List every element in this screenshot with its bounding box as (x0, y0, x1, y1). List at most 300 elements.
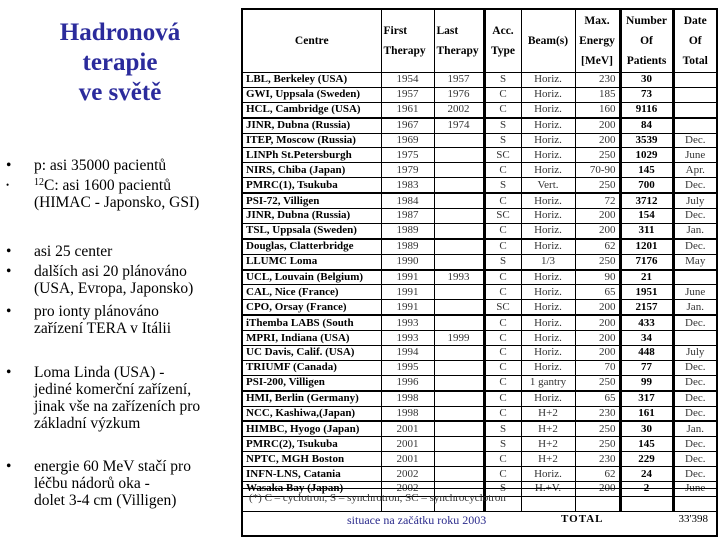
centre-cell: iThemba LABS (South (243, 315, 381, 330)
acc-type-cell: S (484, 437, 521, 452)
centre-cell: UCL, Louvain (Belgium) (243, 270, 381, 285)
bullet-text: Loma Linda (USA) - (34, 364, 165, 381)
patients-cell: 145 (620, 437, 673, 452)
last-therapy-cell (434, 133, 484, 148)
bullet-item (4, 364, 236, 432)
patients-cell: 7176 (620, 254, 673, 269)
bullet-text: základní výzkum (34, 415, 141, 432)
table-row (243, 300, 716, 315)
left-panel (0, 0, 240, 540)
patients-cell: 1201 (620, 239, 673, 254)
date-cell: Dec. (673, 406, 716, 421)
col-header-acc-type: Acc. Type (484, 10, 521, 73)
date-cell: Jan. (673, 300, 716, 315)
beam-cell: Horiz. (521, 148, 575, 163)
last-therapy-cell (434, 346, 484, 361)
first-therapy-cell: 1979 (381, 163, 434, 178)
centre-cell: GWI, Uppsala (Sweden) (243, 87, 381, 102)
acc-type-cell: C (484, 270, 521, 285)
patients-cell: 73 (620, 87, 673, 102)
last-therapy-cell (434, 178, 484, 193)
bullet-text: jediné komerční zařízení, (34, 381, 192, 398)
col-header-date: Date Of Total (673, 10, 716, 73)
beam-cell: Horiz. (521, 193, 575, 208)
acc-type-cell: C (484, 315, 521, 330)
max-energy-cell: 200 (575, 315, 620, 330)
last-therapy-cell (434, 315, 484, 330)
accelerator-type-footnote: (*) C – cyclotron, S – synchrotron, SC – synchrocyclotron (249, 492, 506, 504)
centre-cell: NIRS, Chiba (Japan) (243, 163, 381, 178)
patients-cell: 84 (620, 118, 673, 133)
patients-cell: 1029 (620, 148, 673, 163)
last-therapy-cell (434, 437, 484, 452)
table-row (243, 178, 716, 193)
centre-cell: LBL, Berkeley (USA) (243, 73, 381, 88)
title-line: Hadronová (59, 19, 181, 46)
date-cell (673, 73, 716, 88)
date-cell: July (673, 193, 716, 208)
patients-cell: 77 (620, 360, 673, 375)
date-cell: Dec. (673, 315, 716, 330)
first-therapy-cell: 1983 (381, 178, 434, 193)
centre-cell: Wasaka Bay (Japan) (243, 482, 381, 497)
max-energy-cell: 250 (575, 421, 620, 436)
situation-note: situace na začátku roku 2003 (347, 513, 487, 527)
patients-cell: 700 (620, 178, 673, 193)
centre-cell: LLUMC Loma (243, 254, 381, 269)
acc-type-cell: S (484, 73, 521, 88)
first-therapy-cell: 2002 (381, 467, 434, 482)
acc-type-cell: C (484, 163, 521, 178)
bullet-icon: • (6, 364, 12, 381)
bullet-item (4, 303, 236, 337)
bullet-text: energie 60 MeV stačí pro (34, 458, 191, 475)
first-therapy-cell: 1961 (381, 102, 434, 117)
patients-cell: 3539 (620, 133, 673, 148)
date-cell: Dec. (673, 452, 716, 467)
acc-type-cell: S (484, 178, 521, 193)
first-therapy-cell: 2001 (381, 421, 434, 436)
first-therapy-cell: 1989 (381, 223, 434, 238)
centre-cell: INFN-LNS, Catania (243, 467, 381, 482)
last-therapy-cell (434, 209, 484, 224)
date-cell: Apr. (673, 163, 716, 178)
table-body (243, 73, 716, 512)
patients-cell: 229 (620, 452, 673, 467)
slide-title (0, 18, 240, 108)
centre-cell: CAL, Nice (France) (243, 285, 381, 300)
table-row (243, 346, 716, 361)
beam-cell: Horiz. (521, 315, 575, 330)
date-cell (673, 270, 716, 285)
patients-cell: 34 (620, 331, 673, 346)
table-row (243, 254, 716, 269)
last-therapy-cell (434, 360, 484, 375)
date-cell: June (673, 482, 716, 497)
bullet-item (4, 243, 236, 260)
title-line: ve světě (78, 79, 162, 106)
beam-cell: 1 gantry (521, 375, 575, 390)
max-energy-cell: 70 (575, 360, 620, 375)
table-row (243, 452, 716, 467)
beam-cell: Horiz. (521, 467, 575, 482)
first-therapy-cell: 2002 (381, 482, 434, 497)
first-therapy-cell: 1991 (381, 285, 434, 300)
table-row (243, 209, 716, 224)
date-cell (673, 331, 716, 346)
table-header-row (243, 10, 716, 73)
last-therapy-cell: 1957 (434, 73, 484, 88)
centre-cell: HMI, Berlin (Germany) (243, 391, 381, 406)
table-row (243, 73, 716, 88)
beam-cell: Horiz. (521, 331, 575, 346)
date-cell: May (673, 254, 716, 269)
beam-cell: Horiz. (521, 118, 575, 133)
acc-type-cell: S (484, 421, 521, 436)
beam-cell: Horiz. (521, 346, 575, 361)
last-therapy-cell (434, 391, 484, 406)
table-row (243, 87, 716, 102)
table-row (243, 239, 716, 254)
max-energy-cell: 65 (575, 391, 620, 406)
acc-type-cell: C (484, 391, 521, 406)
beam-cell: Horiz. (521, 87, 575, 102)
table-row (243, 437, 716, 452)
date-cell: July (673, 346, 716, 361)
bullet-icon: • (6, 303, 12, 320)
last-therapy-cell (434, 193, 484, 208)
centre-cell: HCL, Cambridge (USA) (243, 102, 381, 117)
max-energy-cell: 160 (575, 102, 620, 117)
last-therapy-cell (434, 285, 484, 300)
patients-cell: 2157 (620, 300, 673, 315)
table-row (243, 163, 716, 178)
max-energy-cell: 200 (575, 331, 620, 346)
bullet-text: C: asi 1600 pacientů (44, 177, 171, 194)
date-cell: Dec. (673, 391, 716, 406)
last-therapy-cell (434, 254, 484, 269)
beam-cell: 1/3 (521, 254, 575, 269)
last-therapy-cell (434, 163, 484, 178)
table-row (243, 315, 716, 330)
bullet-icon: • (6, 243, 12, 260)
patients-cell: 145 (620, 163, 673, 178)
table-row (243, 391, 716, 406)
max-energy-cell: 200 (575, 133, 620, 148)
acc-type-cell: C (484, 375, 521, 390)
first-therapy-cell: 1967 (381, 118, 434, 133)
last-therapy-cell: 1993 (434, 270, 484, 285)
bullet-text: (USA, Evropa, Japonsko) (34, 280, 194, 297)
date-cell: Dec. (673, 178, 716, 193)
last-therapy-cell (434, 452, 484, 467)
max-energy-cell: 72 (575, 193, 620, 208)
date-cell: June (673, 285, 716, 300)
bullet-icon: • (6, 263, 12, 280)
first-therapy-cell: 1990 (381, 254, 434, 269)
centre-cell: TRIUMF (Canada) (243, 360, 381, 375)
acc-type-cell: C (484, 223, 521, 238)
centre-cell: CPO, Orsay (France) (243, 300, 381, 315)
first-therapy-cell: 1975 (381, 148, 434, 163)
patients-cell: 3712 (620, 193, 673, 208)
first-therapy-cell: 1994 (381, 346, 434, 361)
centres-table (243, 10, 716, 512)
max-energy-cell: 230 (575, 406, 620, 421)
beam-cell: Horiz. (521, 133, 575, 148)
centre-cell: LINPh St.Petersburgh (243, 148, 381, 163)
bullet-text: jinak vše na zařízeních pro (34, 398, 201, 415)
centre-cell: NCC, Kashiwa,(Japan) (243, 406, 381, 421)
patients-cell: 24 (620, 467, 673, 482)
last-therapy-cell (434, 223, 484, 238)
patients-cell: 448 (620, 346, 673, 361)
table-row (243, 148, 716, 163)
max-energy-cell: 250 (575, 178, 620, 193)
bullet-text: zařízení TERA v Itálii (34, 320, 172, 337)
col-header-max-energy: Max. Energy [MeV] (575, 10, 620, 73)
beam-cell: Vert. (521, 178, 575, 193)
last-therapy-cell: 1999 (434, 331, 484, 346)
last-therapy-cell (434, 239, 484, 254)
max-energy-cell: 230 (575, 73, 620, 88)
max-energy-cell: 200 (575, 300, 620, 315)
table-row (243, 118, 716, 133)
centre-cell: NPTC, MGH Boston (243, 452, 381, 467)
beam-cell: H+2 (521, 452, 575, 467)
centre-cell: PSI-200, Villigen (243, 375, 381, 390)
beam-cell: Horiz. (521, 239, 575, 254)
bullet-text: dalších asi 20 plánováno (34, 263, 187, 280)
beam-cell: Horiz. (521, 360, 575, 375)
bullet-icon: • (6, 458, 12, 475)
max-energy-cell: 200 (575, 209, 620, 224)
patients-cell: 21 (620, 270, 673, 285)
bullet-icon: • (6, 180, 10, 190)
first-therapy-cell: 1993 (381, 331, 434, 346)
max-energy-cell: 185 (575, 87, 620, 102)
acc-type-cell: C (484, 193, 521, 208)
patients-cell: 30 (620, 73, 673, 88)
acc-type-cell: C (484, 239, 521, 254)
beam-cell: H+2 (521, 406, 575, 421)
col-header-patients: Number Of Patients (620, 10, 673, 73)
last-therapy-cell: 1974 (434, 118, 484, 133)
date-cell: Dec. (673, 375, 716, 390)
acc-type-cell: C (484, 87, 521, 102)
patients-cell: 9116 (620, 102, 673, 117)
first-therapy-cell: 1995 (381, 360, 434, 375)
bullet-item (4, 263, 236, 297)
acc-type-cell: C (484, 452, 521, 467)
centre-cell: HIMBC, Hyogo (Japan) (243, 421, 381, 436)
col-header-beams: Beam(s) (521, 10, 575, 73)
beam-cell: H+2 (521, 421, 575, 436)
beam-cell: Horiz. (521, 270, 575, 285)
max-energy-cell: 62 (575, 239, 620, 254)
first-therapy-cell: 1957 (381, 87, 434, 102)
hadron-therapy-centres-table (241, 8, 718, 537)
beam-cell: Horiz. (521, 102, 575, 117)
last-therapy-cell (434, 406, 484, 421)
col-header-centre: Centre (243, 10, 381, 73)
centre-cell: PMRC(2), Tsukuba (243, 437, 381, 452)
table-row (243, 270, 716, 285)
acc-type-cell: SC (484, 209, 521, 224)
max-energy-cell: 70-90 (575, 163, 620, 178)
max-energy-cell: 90 (575, 270, 620, 285)
max-energy-cell: 230 (575, 452, 620, 467)
acc-type-cell: S (484, 482, 521, 497)
bullet-item (4, 177, 236, 211)
acc-type-cell: C (484, 331, 521, 346)
date-cell: Dec. (673, 360, 716, 375)
beam-cell: H.+V. (521, 482, 575, 497)
patients-cell: 317 (620, 391, 673, 406)
date-cell (673, 118, 716, 133)
table-row (243, 360, 716, 375)
beam-cell: Horiz. (521, 209, 575, 224)
beam-cell: Horiz. (521, 73, 575, 88)
col-header-first-therapy: First Therapy (381, 10, 434, 73)
max-energy-cell: 200 (575, 118, 620, 133)
table-row (243, 223, 716, 238)
patients-cell: 2 (620, 482, 673, 497)
first-therapy-cell: 1987 (381, 209, 434, 224)
first-therapy-cell: 2001 (381, 452, 434, 467)
max-energy-cell: 250 (575, 437, 620, 452)
acc-type-cell: C (484, 102, 521, 117)
first-therapy-cell: 1991 (381, 300, 434, 315)
centre-cell: MPRI, Indiana (USA) (243, 331, 381, 346)
max-energy-cell: 200 (575, 346, 620, 361)
date-cell (673, 102, 716, 117)
acc-type-cell: SC (484, 148, 521, 163)
centre-cell: JINR, Dubna (Russia) (243, 209, 381, 224)
patients-cell: 1951 (620, 285, 673, 300)
first-therapy-cell: 1984 (381, 193, 434, 208)
bullet-text: p: asi 35000 pacientů (34, 157, 167, 174)
last-therapy-cell (434, 375, 484, 390)
table-row (243, 406, 716, 421)
beam-cell: Horiz. (521, 223, 575, 238)
first-therapy-cell: 1996 (381, 375, 434, 390)
acc-type-cell: C (484, 285, 521, 300)
title-line: terapie (82, 49, 158, 76)
max-energy-cell: 200 (575, 223, 620, 238)
total-value: 33'398 (678, 513, 708, 525)
date-cell: Dec. (673, 239, 716, 254)
bullet-text: léčbu nádorů oka - (34, 475, 150, 492)
date-cell: Dec. (673, 467, 716, 482)
bullet-text: dolet 3-4 cm (Villigen) (34, 492, 177, 509)
beam-cell: Horiz. (521, 300, 575, 315)
max-energy-cell: 250 (575, 148, 620, 163)
acc-type-cell: S (484, 133, 521, 148)
table-row (243, 331, 716, 346)
patients-cell: 154 (620, 209, 673, 224)
first-therapy-cell: 1993 (381, 315, 434, 330)
acc-type-cell: C (484, 467, 521, 482)
bullet-text: asi 25 center (34, 243, 113, 260)
patients-cell: 99 (620, 375, 673, 390)
patients-cell: 311 (620, 223, 673, 238)
date-cell: June (673, 148, 716, 163)
bullet-text: (HIMAC - Japonsko, GSI) (34, 194, 200, 211)
max-energy-cell: 250 (575, 375, 620, 390)
isotope-superscript: 12 (34, 177, 44, 188)
date-cell: Jan. (673, 223, 716, 238)
table-row (243, 421, 716, 436)
max-energy-cell: 200 (575, 482, 620, 497)
acc-type-cell: C (484, 360, 521, 375)
total-label: TOTAL (561, 513, 604, 525)
last-therapy-cell: 2002 (434, 102, 484, 117)
first-therapy-cell: 1989 (381, 239, 434, 254)
last-therapy-cell (434, 300, 484, 315)
table-row (243, 285, 716, 300)
table-row (243, 133, 716, 148)
bullet-icon: • (6, 157, 12, 174)
first-therapy-cell: 1969 (381, 133, 434, 148)
beam-cell: Horiz. (521, 285, 575, 300)
bullet-item (4, 157, 236, 174)
first-therapy-cell: 1954 (381, 73, 434, 88)
acc-type-cell: S (484, 254, 521, 269)
patients-cell: 161 (620, 406, 673, 421)
table-row (243, 193, 716, 208)
last-therapy-cell: 1976 (434, 87, 484, 102)
centre-cell: ITEP, Moscow (Russia) (243, 133, 381, 148)
date-cell: Dec. (673, 133, 716, 148)
centre-cell: JINR, Dubna (Russia) (243, 118, 381, 133)
centre-cell: Douglas, Clatterbridge (243, 239, 381, 254)
bullet-item (4, 458, 236, 509)
max-energy-cell: 65 (575, 285, 620, 300)
date-cell: Dec. (673, 437, 716, 452)
patients-cell: 433 (620, 315, 673, 330)
date-cell: Dec. (673, 209, 716, 224)
table-row (243, 102, 716, 117)
first-therapy-cell: 1998 (381, 391, 434, 406)
beam-cell: Horiz. (521, 391, 575, 406)
table-footer (243, 488, 716, 535)
acc-type-cell: C (484, 406, 521, 421)
col-header-last-therapy: Last Therapy (434, 10, 484, 73)
max-energy-cell: 62 (575, 467, 620, 482)
acc-type-cell: C (484, 346, 521, 361)
acc-type-cell: S (484, 118, 521, 133)
centre-cell: TSL, Uppsala (Sweden) (243, 223, 381, 238)
last-therapy-cell (434, 421, 484, 436)
centre-cell: UC Davis, Calif. (USA) (243, 346, 381, 361)
last-therapy-cell (434, 148, 484, 163)
first-therapy-cell: 1998 (381, 406, 434, 421)
date-cell (673, 87, 716, 102)
beam-cell: Horiz. (521, 163, 575, 178)
beam-cell: H+2 (521, 437, 575, 452)
centre-cell: PMRC(1), Tsukuba (243, 178, 381, 193)
first-therapy-cell: 1991 (381, 270, 434, 285)
bullet-text: pro ionty plánováno (34, 303, 159, 320)
last-therapy-cell (434, 467, 484, 482)
date-cell: Jan. (673, 421, 716, 436)
centre-cell: PSI-72, Villigen (243, 193, 381, 208)
table-row (243, 375, 716, 390)
table-row (243, 467, 716, 482)
max-energy-cell: 250 (575, 254, 620, 269)
patients-cell: 30 (620, 421, 673, 436)
